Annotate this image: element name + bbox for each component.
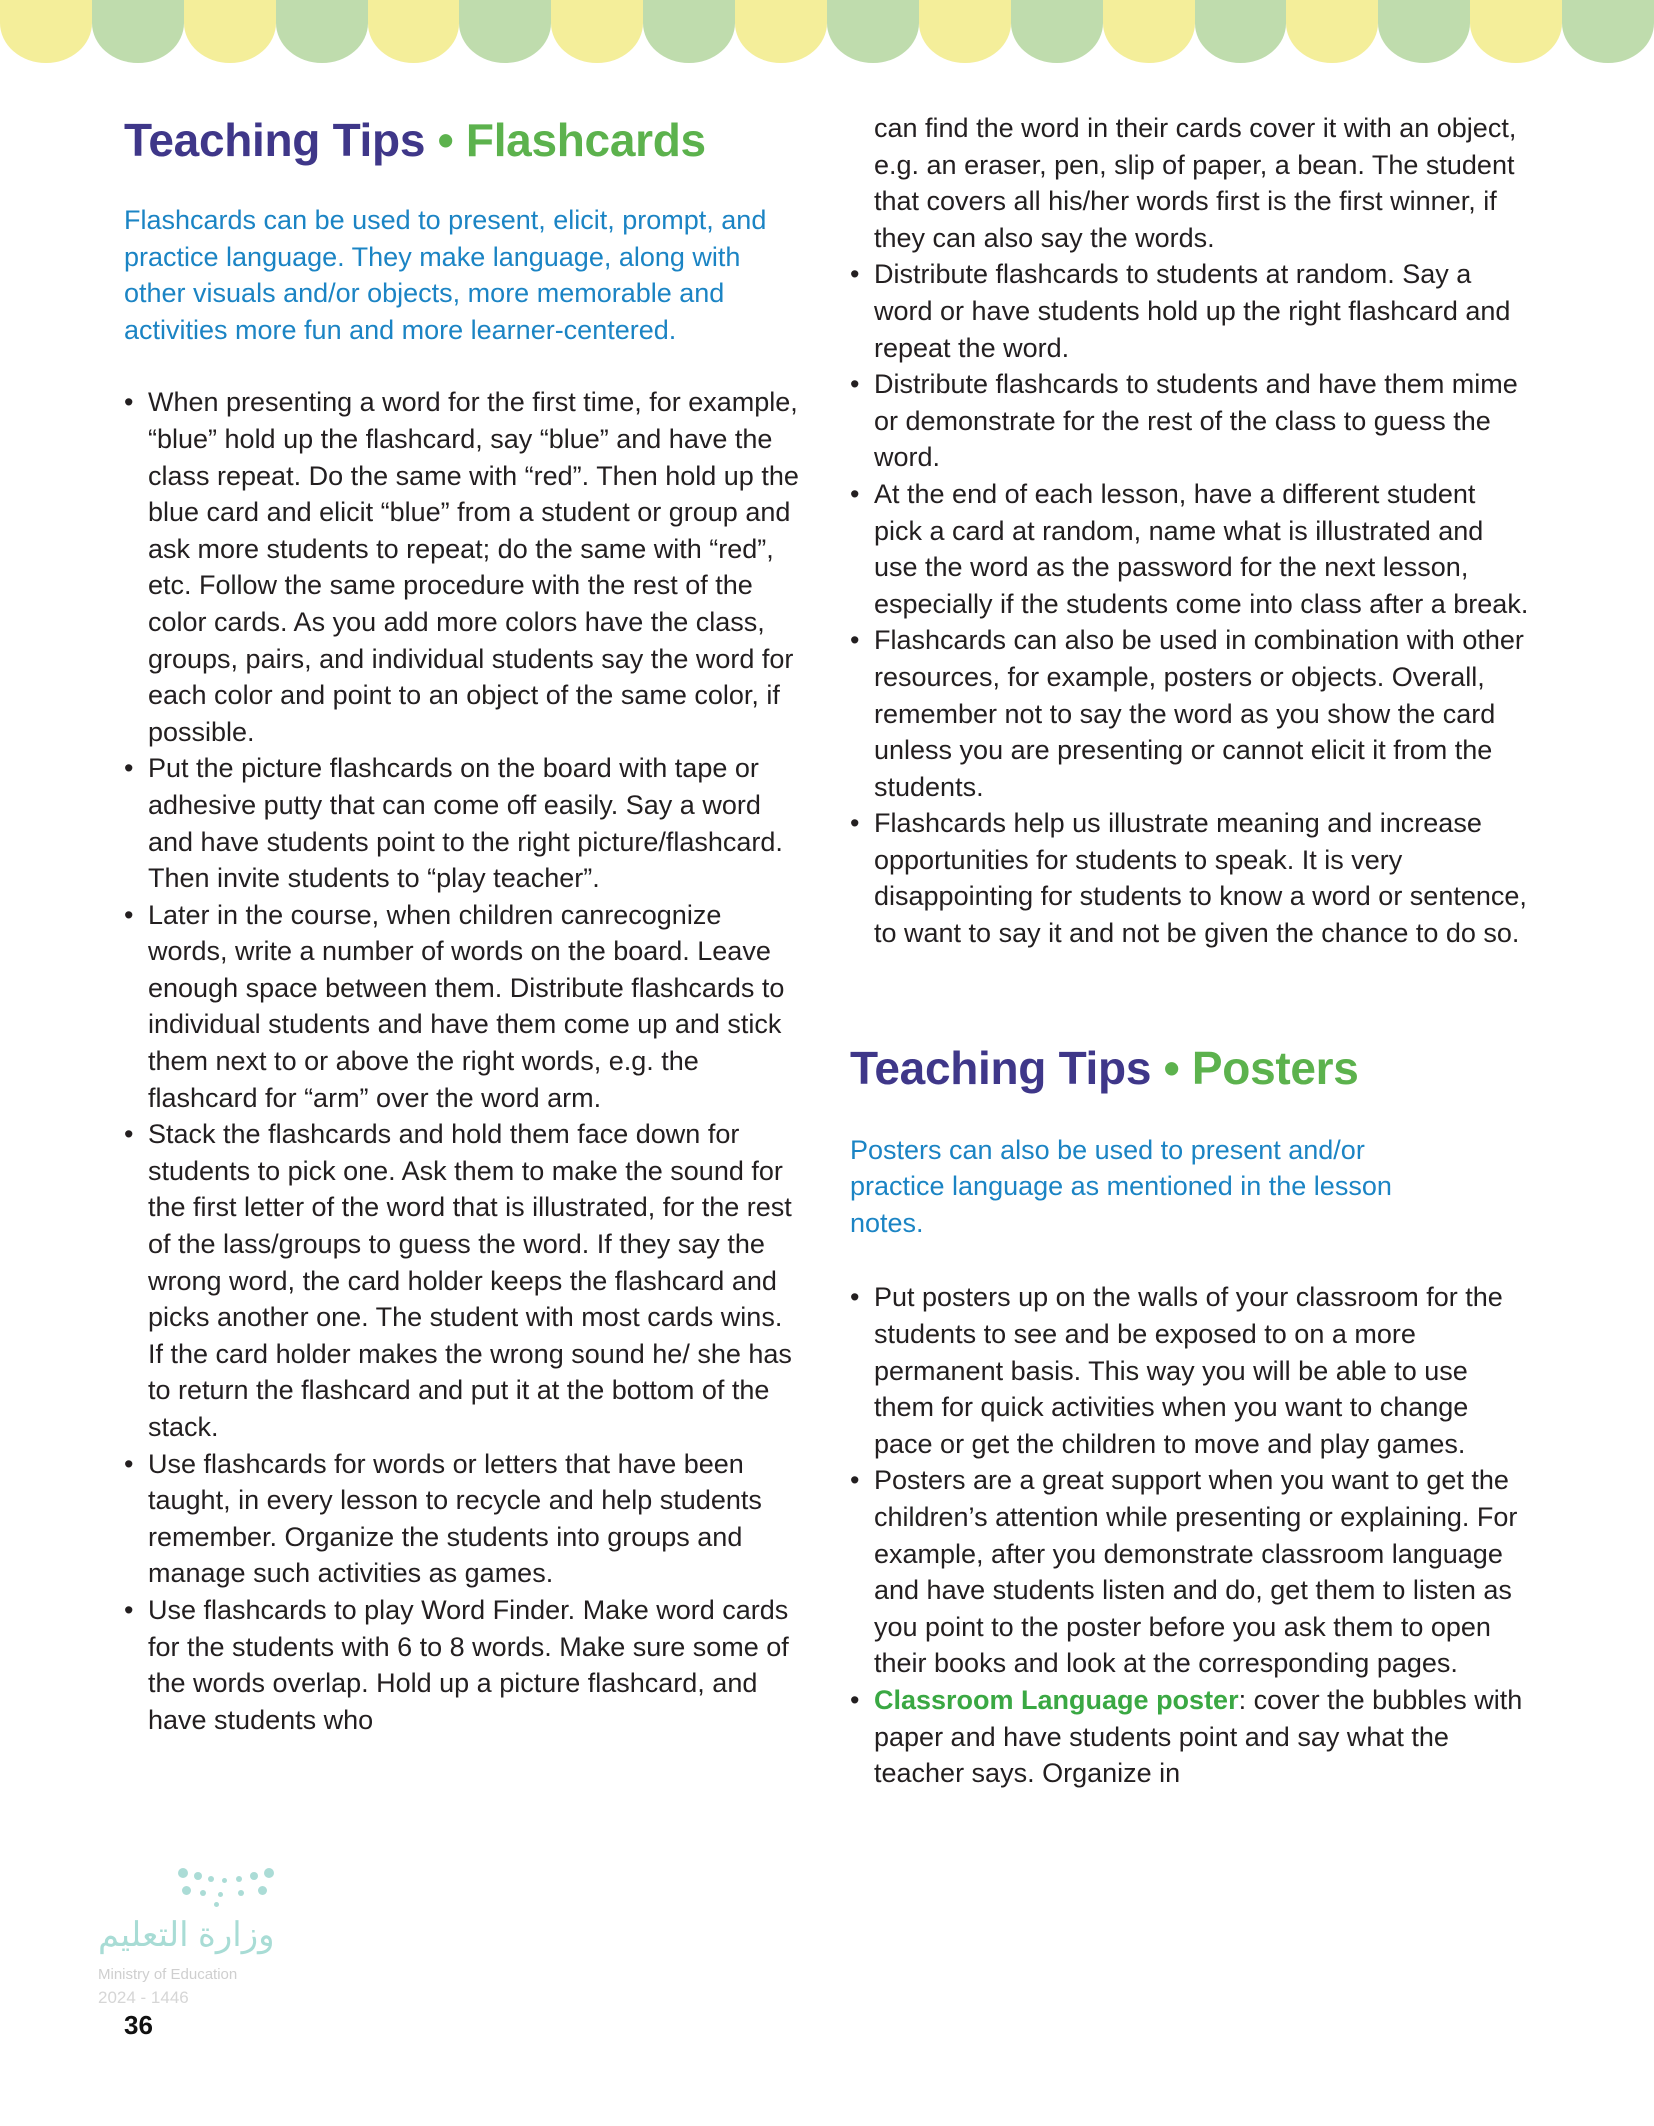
bullet-icon: •: [850, 1282, 860, 1313]
posters-intro: Posters can also be used to present and/or practice language as mentioned in the lesson notes.: [850, 1134, 1392, 1238]
posters-tips-list: [850, 1279, 1530, 1791]
ministry-year: 2024 - 1446: [98, 1988, 189, 2007]
heading-topic: Flashcards: [465, 114, 706, 166]
bullet-icon: •: [850, 369, 860, 400]
bullet-icon: •: [850, 1465, 860, 1496]
bullet-icon: •: [124, 753, 134, 784]
list-item: • When presenting a word for the first time, for example, “blue” hold up the flashcard, say “blue” and have the class repeat. Do the same with “red”. Then hold up the blue card and elicit “blue” from a student or group and ask more students to repeat; do the same with “red”, etc. Follow the same procedure with the rest of the color cards. As you add more colors have the class, groups, pairs, and individual students say the word for each color and point to an object of the same color, if possible.: [124, 384, 804, 750]
scallop-shape: [0, 0, 92, 63]
bullet-icon: •: [850, 259, 860, 290]
list-item: • Put posters up on the walls of your classroom for the students to see and be exposed to on a more permanent basis. This way you will be able to use them for quick activities when you want to change pace or get the children to move and play games.: [850, 1279, 1530, 1462]
left-column: [124, 110, 804, 1738]
ministry-english-name: Ministry of Education: [98, 1966, 238, 1983]
list-item: • Distribute flashcards to students and have them mime or demonstrate for the rest of the class to guess the word.: [850, 366, 1530, 476]
list-item: • Posters are a great support when you want to get the children’s attention while presenting or explaining. For example, after you demonstrate classroom language and have students listen and do, get them to listen as you point to the poster before you ask them to open their books and look at the corresponding pages.: [850, 1462, 1530, 1682]
heading-prefix: Teaching Tips: [124, 114, 426, 166]
list-item: • Later in the course, when children canrecognize words, write a number of words on the board. Leave enough space between them. Distribute flashcards to individual students and have them come up and stick them next to or above the right words, e.g. the flashcard for “arm” over the word arm.: [124, 897, 804, 1117]
bullet-icon: •: [124, 899, 134, 930]
scallop-shape: [368, 0, 460, 63]
posters-heading: [850, 1038, 1530, 1098]
bullet-icon: •: [124, 387, 134, 418]
scallop-shape: [459, 0, 551, 63]
list-item: • Flashcards can also be used in combination with other resources, for example, posters or objects. Overall, remember not to say the word as you show the card unless you are presenting or cannot elicit it from the students.: [850, 622, 1530, 805]
ministry-watermark: [98, 1858, 298, 2018]
list-item: • Use flashcards to play Word Finder. Make word cards for the students with 6 to 8 words. Make sure some of the words overlap. Hold up a picture flashcard, and have students who: [124, 1592, 804, 1738]
heading-separator: •: [1163, 1041, 1180, 1094]
scallop-shape: [1286, 0, 1378, 63]
flashcards-tips-list-continued: [850, 256, 1530, 951]
heading-separator: •: [437, 114, 454, 166]
list-item: • Classroom Language poster: cover the bubbles with paper and have students point and say what the teacher says. Organize in: [850, 1682, 1530, 1792]
bullet-icon: •: [850, 478, 860, 509]
scallop-shape: [1195, 0, 1287, 63]
bullet-icon: •: [850, 808, 860, 839]
scallop-shape: [643, 0, 735, 63]
classroom-language-poster-label: Classroom Language poster: [874, 1684, 1239, 1715]
bullet-icon: •: [124, 1594, 134, 1625]
scallop-shape: [1378, 0, 1470, 63]
right-column: [850, 110, 1530, 1792]
scallop-shape: [92, 0, 184, 63]
bullet-icon: •: [850, 1684, 860, 1715]
bullet-icon: •: [124, 1448, 134, 1479]
scallop-shape: [735, 0, 827, 63]
word-finder-continued: can find the word in their cards cover it with an object, e.g. an eraser, pen, slip of paper, a bean. The student that covers all his/her words first is the first winner, if they can also say the words.: [874, 113, 1517, 253]
scallop-shape: [827, 0, 919, 63]
scallop-shape: [1562, 0, 1654, 63]
list-item: • Stack the flashcards and hold them face down for students to pick one. Ask them to make the sound for the first letter of the word that is illustrated, for the rest of the lass/groups to guess the word. If they say the wrong word, the card holder keeps the flashcard and picks another one. The student with most cards wins. If the card holder makes the wrong sound he/ she has to return the flashcard and put it at the bottom of the stack.: [124, 1116, 804, 1445]
ministry-arabic-name: وزارة التعليم: [98, 1916, 275, 1954]
list-item: • Flashcards help us illustrate meaning and increase opportunities for students to speak. It is very disappointing for students to know a word or sentence, to want to say it and not be given the chance to do so.: [850, 805, 1530, 951]
list-item: • At the end of each lesson, have a different student pick a card at random, name what is illustrated and use the word as the password for the next lesson, especially if the students come into class after a break.: [850, 476, 1530, 622]
page-number: 36: [124, 2010, 153, 2040]
list-item: • Put the picture flashcards on the board with tape or adhesive putty that can come off easily. Say a word and have students point to the right picture/flashcard. Then invite students to “play teacher”.: [124, 750, 804, 896]
scallop-shape: [184, 0, 276, 63]
bullet-icon: •: [850, 625, 860, 656]
flashcards-intro: Flashcards can be used to present, elicit, prompt, and practice language. They make language, along with other visuals and/or objects, more memorable and activities more fun and more learner-centered.: [124, 205, 767, 345]
flashcards-tips-list: [124, 384, 804, 1738]
scallop-shape: [919, 0, 1011, 63]
scallop-shape: [1011, 0, 1103, 63]
heading-topic: Posters: [1191, 1041, 1359, 1094]
heading-prefix: Teaching Tips: [850, 1041, 1152, 1094]
scallop-shape: [1470, 0, 1562, 63]
list-item: • Distribute flashcards to students at random. Say a word or have students hold up the right flashcard and repeat the word.: [850, 256, 1530, 366]
flashcards-heading: [124, 110, 804, 170]
scallop-shape: [1103, 0, 1195, 63]
scallop-shape: [551, 0, 643, 63]
scallop-shape: [276, 0, 368, 63]
list-item: • Use flashcards for words or letters that have been taught, in every lesson to recycle and help students remember. Organize the students into groups and manage such activities as games.: [124, 1446, 804, 1592]
bullet-icon: •: [124, 1119, 134, 1150]
scallop-border: [0, 0, 1654, 64]
